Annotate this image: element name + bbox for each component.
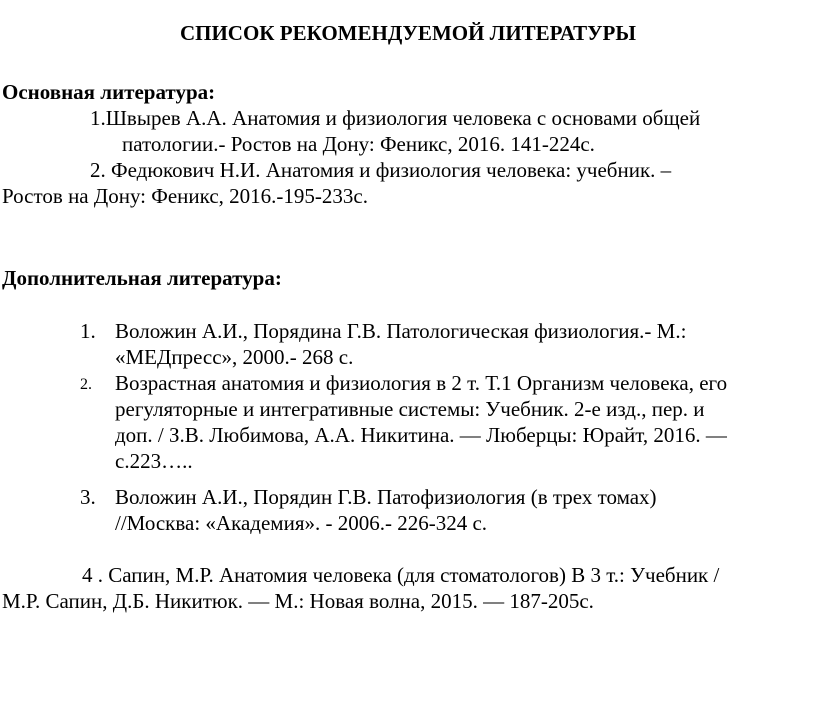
main-literature-heading: Основная литература: — [2, 80, 216, 104]
list-item-line: Воложин А.И., Порядин Г.В. Патофизиология (в трех томах) — [115, 485, 657, 509]
list-item-line: М.Р. Сапин, Д.Б. Никитюк. — М.: Новая волна, 2015. — 187-205с. — [2, 589, 594, 613]
page-title: СПИСОК РЕКОМЕНДУЕМОЙ ЛИТЕРАТУРЫ — [179, 21, 637, 45]
list-item-number: 2. — [80, 376, 92, 393]
list-item-line: 4 . Сапин, М.Р. Анатомия человека (для стоматологов) В 3 т.: Учебник / — [82, 563, 720, 587]
list-item-number: 3. — [80, 485, 96, 509]
main-item-1-line-2: патологии.- Ростов на Дону: Феникс, 2016. 141-224с. — [122, 132, 595, 156]
list-item-line: доп. / З.В. Любимова, А.А. Никитина. — Люберцы: Юрайт, 2016. — — [115, 423, 727, 447]
list-item-line: регуляторные и интегративные системы: Учебник. 2-е изд., пер. и — [115, 397, 705, 421]
list-item-number: 1. — [80, 319, 96, 343]
list-item-line: «МЕДпресс», 2000.- 268 с. — [115, 345, 354, 369]
list-item-line: Возрастная анатомия и физиология в 2 т. Т.1 Организм человека, его — [115, 371, 728, 395]
list-item-line: Воложин А.И., Порядина Г.В. Патологическая физиология.- М.: — [115, 319, 687, 343]
additional-literature-heading: Дополнительная литература: — [2, 266, 282, 290]
main-item-2-line-1: 2. Федюкович Н.И. Анатомия и физиология человека: учебник. – — [90, 158, 672, 182]
list-item-line: //Москва: «Академия». - 2006.- 226-324 с. — [115, 511, 488, 535]
list-item-line: с.223….. — [115, 449, 193, 473]
main-item-1-line-1: 1.Швырев А.А. Анатомия и физиология человека с основами общей — [90, 106, 701, 130]
main-item-2-line-2: Ростов на Дону: Феникс, 2016.-195-233с. — [2, 184, 368, 208]
